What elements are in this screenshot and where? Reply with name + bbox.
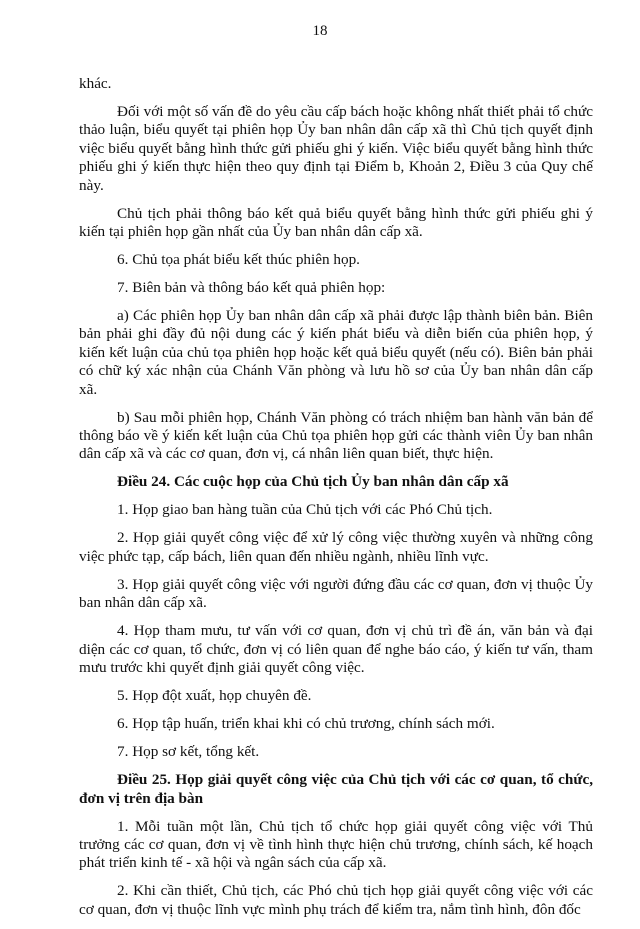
paragraph-item-6: 6. Chủ tọa phát biểu kết thúc phiên họp.: [117, 251, 360, 269]
article-24-item-7: 7. Họp sơ kết, tổng kết.: [117, 743, 260, 761]
document-body: [79, 75, 593, 929]
article-24-item-5: 5. Họp đột xuất, họp chuyên đề.: [117, 687, 312, 705]
article-24-item-6: 6. Họp tập huấn, triển khai khi có chủ trương, chính sách mới.: [117, 715, 495, 733]
article-25-item-2: 2. Khi cần thiết, Chủ tịch, các Phó chủ tịch họp giải quyết công việc với các cơ quan, đơn vị thuộc lĩnh vực mình phụ trách để kiểm tra, nắm tình hình, đôn đốc: [79, 882, 593, 918]
paragraph-vote-by-ballot: Đối với một số vấn đề do yêu cầu cấp bách hoặc không nhất thiết phải tổ chức thảo luận, biểu quyết tại phiên họp Ủy ban nhân dân cấp xã thì Chủ tịch quyết định việc biểu quyết bằng hình thức gửi phiếu ghi ý kiến. Việc biểu quyết bằng hình thức phiếu ghi ý kiến thực hiện theo quy định tại Điểm b, Khoản 2, Điều 3 của Quy chế này.: [79, 103, 593, 194]
article-24-item-1: 1. Họp giao ban hàng tuần của Chủ tịch với các Phó Chủ tịch.: [117, 501, 493, 519]
article-24-item-4: 4. Họp tham mưu, tư vấn với cơ quan, đơn vị chủ trì đề án, văn bản và đại diện các cơ quan, tổ chức, đơn vị có liên quan để nghe báo cáo, ý kiến tư vấn, tham mưu trước khi quyết định giải quyết công việc.: [79, 622, 593, 677]
page-number: 18: [312, 23, 328, 39]
continuation-paragraph: khác.: [79, 75, 112, 92]
article-25-item-1: 1. Mỗi tuần một lần, Chủ tịch tổ chức họp giải quyết công việc với Thủ trưởng các cơ quan, đơn vị về tình hình thực hiện chủ trương, chính sách, kế hoạch phát triển kinh tế - xã hội và ngân sách của cấp xã.: [79, 817, 593, 872]
article-25-heading: Điều 25. Họp giải quyết công việc của Chủ tịch với các cơ quan, tổ chức, đơn vị trên địa bàn: [79, 771, 593, 807]
paragraph-item-7a: a) Các phiên họp Ủy ban nhân dân cấp xã phải được lập thành biên bản. Biên bản phải ghi đầy đủ nội dung các ý kiến phát biểu và diễn biến của phiên họp, ý kiến kết luận của chủ tọa phiên họp hoặc kết quả biểu quyết (nếu có). Biên bản phải có chữ ký xác nhận của Chánh Văn phòng và lưu hồ sơ của Ủy ban nhân dân cấp xã.: [79, 307, 593, 398]
article-24-item-3: 3. Họp giải quyết công việc với người đứng đầu các cơ quan, đơn vị thuộc Ủy ban nhân dân cấp xã.: [79, 575, 593, 612]
paragraph-item-7b: b) Sau mỗi phiên họp, Chánh Văn phòng có trách nhiệm ban hành văn bản để thông báo về ý kiến kết luận của Chủ tọa phiên họp gửi các thành viên Ủy ban nhân dân cấp xã và các cơ quan, đơn vị, cá nhân liên quan biết, thực hiện.: [79, 408, 593, 463]
paragraph-item-7: 7. Biên bản và thông báo kết quả phiên họp:: [117, 279, 386, 297]
article-24-item-2: 2. Họp giải quyết công việc để xử lý công việc thường xuyên và những công việc phức tạp, cấp bách, liên quan đến nhiều ngành, nhiều lĩnh vực.: [79, 529, 593, 565]
article-24-heading: Điều 24. Các cuộc họp của Chủ tịch Ủy ban nhân dân cấp xã: [117, 473, 509, 491]
paragraph-announce-vote-result: Chủ tịch phải thông báo kết quả biểu quyết bằng hình thức gửi phiếu ghi ý kiến tại phiên họp gần nhất của Ủy ban nhân dân cấp xã.: [79, 204, 593, 241]
